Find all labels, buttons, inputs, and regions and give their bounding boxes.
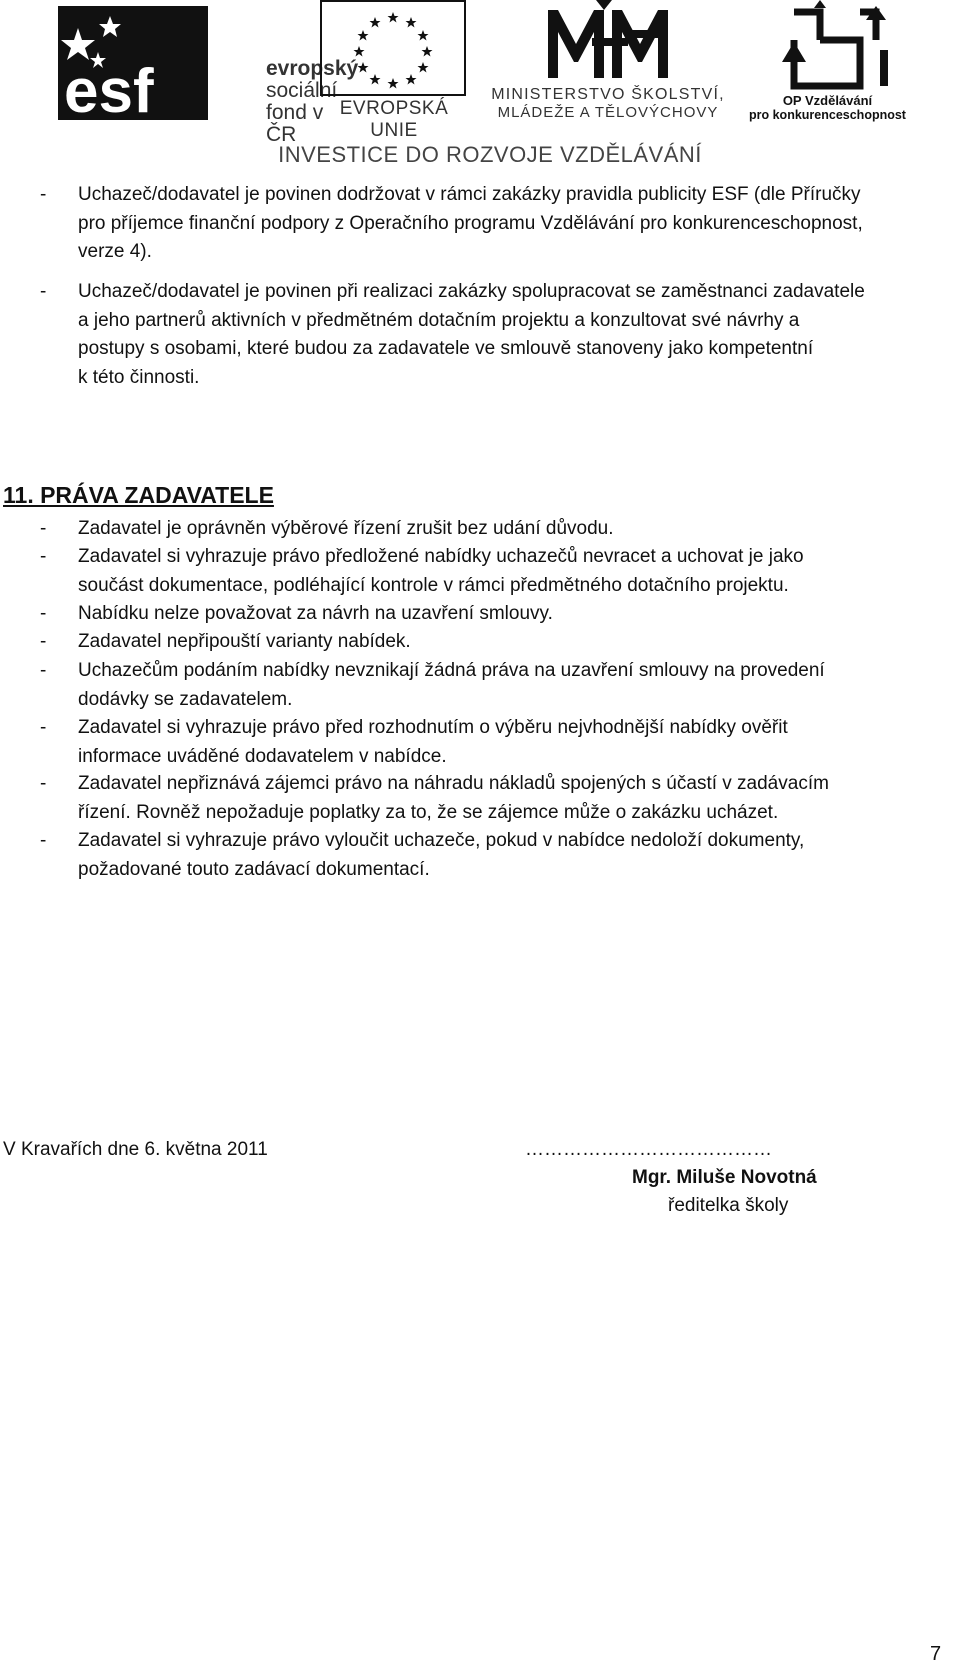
- svg-text:esf: esf: [64, 57, 154, 126]
- op-line-2: pro konkurenceschopnost: [749, 108, 906, 122]
- esf-line-3: fond v ČR: [266, 101, 324, 146]
- esf-logo: [58, 6, 359, 146]
- text-line: verze 4).: [78, 241, 152, 262]
- eu-logo: [320, 0, 468, 141]
- text-line: informace uváděné dodavatelem v nabídce.: [78, 745, 447, 767]
- list-dash: -: [40, 773, 47, 794]
- msmt-line-2: MLÁDEŽE A TĚLOVÝCHOVY: [497, 104, 719, 121]
- signature-line: …………………………………: [525, 1139, 772, 1160]
- section-heading: 11. PRÁVA ZADAVATELE: [3, 482, 274, 508]
- text-line: požadované touto zadávací dokumentací.: [78, 858, 430, 880]
- list-item-text: [78, 770, 958, 827]
- list-item-text: [78, 714, 958, 771]
- text-line: Zadavatel si vyhrazuje právo předložené nabídky uchazečů nevracet a uchovat je jako: [78, 546, 804, 567]
- text-line: Zadavatel nepřipouští varianty nabídek.: [78, 631, 411, 652]
- list-item-text: [78, 827, 958, 884]
- page-number: 7: [930, 1643, 942, 1665]
- text-line: Zadavatel je oprávněn výběrové řízení zrušit bez udání důvodu.: [78, 518, 614, 539]
- text-line: Zadavatel si vyhrazuje právo před rozhodnutím o výběru nejvhodnější nabídky ověřit: [78, 717, 788, 738]
- list-dash: -: [40, 717, 47, 738]
- list-dash: -: [40, 184, 47, 205]
- op-line-1: OP Vzdělávání: [782, 93, 873, 108]
- list-dash: -: [40, 546, 47, 567]
- list-item-text: [78, 515, 958, 544]
- place-date: V Kravařích dne 6. května 2011: [3, 1139, 268, 1160]
- text-line: a jeho partnerů aktivních v předmětném dotačním projektu a konzultovat své návrhy a: [78, 309, 800, 331]
- text-line: k této činnosti.: [78, 366, 200, 388]
- msmt-logo: [478, 0, 738, 122]
- list-dash: -: [40, 631, 47, 652]
- list-item-text: [78, 181, 958, 267]
- text-line: Nabídku nelze považovat za návrh na uzavření smlouvy.: [78, 603, 553, 624]
- text-line: Zadavatel si vyhrazuje právo vyloučit uchazeče, pokud v nabídce nedoloží dokumenty,: [78, 830, 805, 851]
- list-item-text: [78, 657, 958, 714]
- text-line: postupy s osobami, které budou za zadavatele ve smlouvě stanoveny jako kompetentní: [78, 338, 814, 359]
- text-line: Uchazečům podáním nabídky nevznikají žádná práva na uzavření smlouvy na provedení: [78, 660, 825, 681]
- text-line: pro příjemce finanční podpory z Operačního programu Vzdělávání pro konkurenceschopnost,: [78, 212, 863, 234]
- tagline: INVESTICE DO ROZVOJE VZDĚLÁVÁNÍ: [278, 142, 702, 167]
- list-dash: -: [40, 518, 47, 539]
- op-mark-icon: [780, 0, 896, 92]
- list-dash: -: [40, 603, 47, 624]
- esf-line-2: sociální: [266, 79, 338, 102]
- esf-line-1: evropský: [266, 57, 359, 80]
- esf-mark-icon: [58, 6, 208, 126]
- op-logo: [740, 0, 915, 122]
- list-dash: -: [40, 660, 47, 681]
- svg-text:2007-13: 2007-13: [889, 46, 896, 72]
- list-item-text: [78, 278, 958, 392]
- list-item-text: [78, 543, 958, 600]
- logo-banner: [0, 0, 960, 175]
- signer-role: ředitelka školy: [668, 1195, 789, 1216]
- list-item-text: [78, 628, 958, 657]
- text-line: dodávky se zadavatelem.: [78, 688, 293, 710]
- text-line: Uchazeč/dodavatel je povinen dodržovat v rámci zakázky pravidla publicity ESF (dle Příručky: [78, 184, 861, 205]
- list-dash: -: [40, 830, 47, 851]
- eu-flag-icon: [320, 0, 466, 96]
- list-item-text: [78, 600, 958, 629]
- msmt-line-1: MINISTERSTVO ŠKOLSTVÍ,: [491, 86, 725, 103]
- eu-label: EVROPSKÁ UNIE: [339, 98, 449, 141]
- signer-name: Mgr. Miluše Novotná: [632, 1167, 817, 1188]
- msmt-mark-icon: [542, 0, 678, 80]
- text-line: Zadavatel nepřiznává zájemci právo na náhradu nákladů spojených s účastí v zadávacím: [78, 773, 829, 794]
- list-dash: -: [40, 281, 47, 302]
- text-line: součást dokumentace, podléhající kontrole v rámci předmětného dotačního projektu.: [78, 574, 789, 596]
- text-line: řízení. Rovněž nepožaduje poplatky za to, že se zájemce může o zakázku ucházet.: [78, 801, 779, 823]
- text-line: Uchazeč/dodavatel je povinen při realizaci zakázky spolupracovat se zaměstnanci zadavatele: [78, 281, 865, 302]
